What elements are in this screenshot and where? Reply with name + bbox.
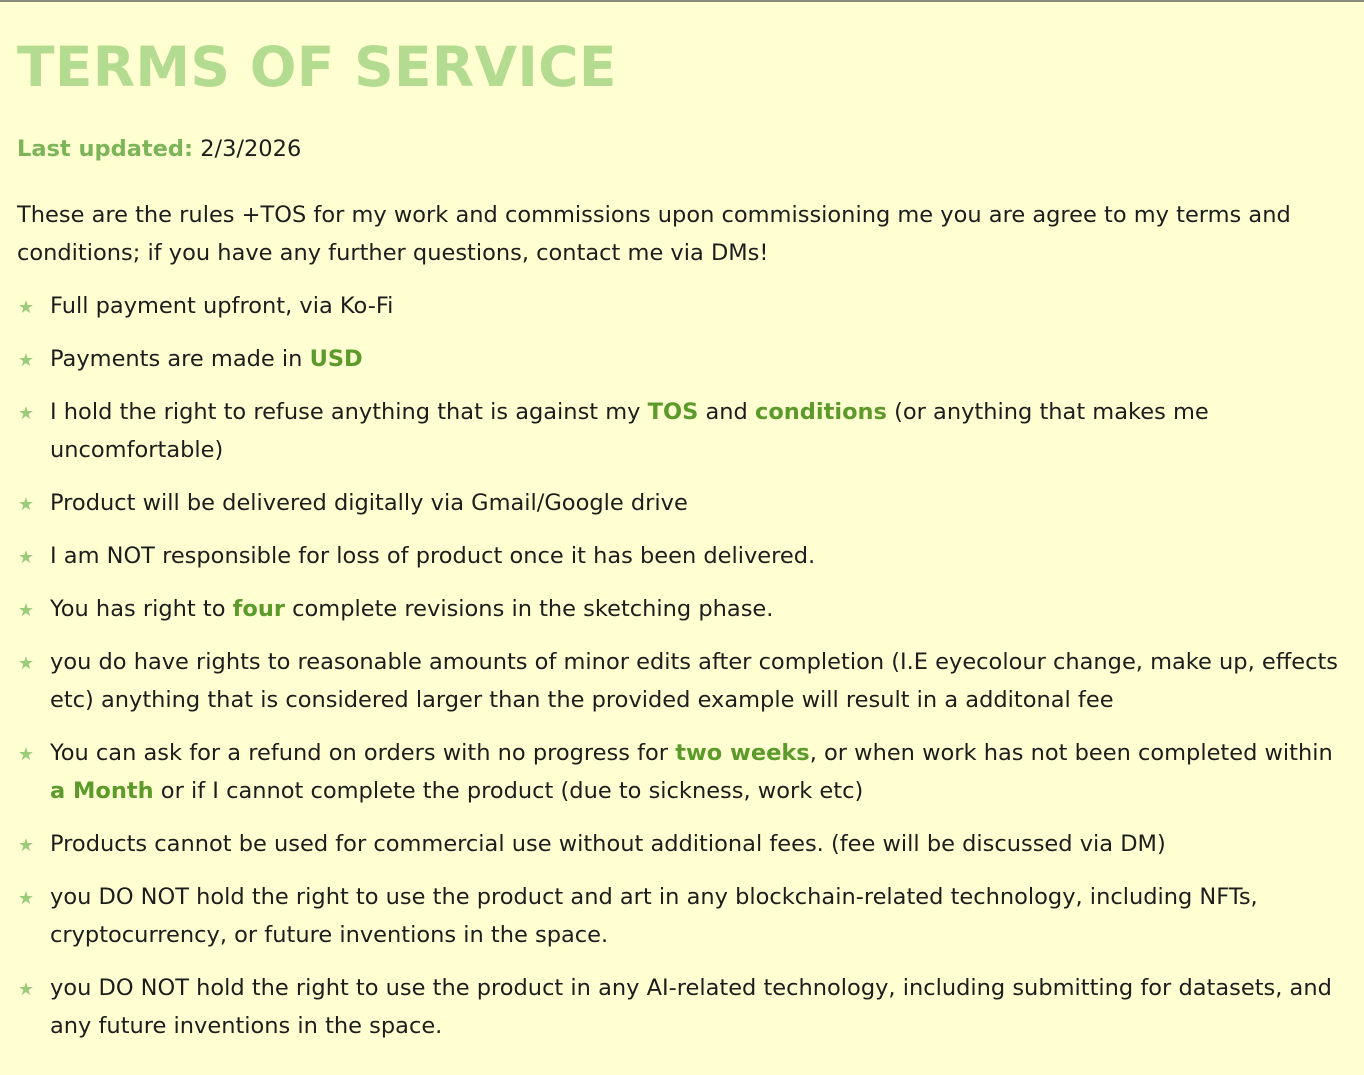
- rule-highlight: conditions: [754, 399, 887, 425]
- rule-text: You has right to: [50, 596, 233, 622]
- rule-item: [17, 287, 1347, 325]
- star-icon: ★: [17, 494, 35, 515]
- rule-item: [17, 484, 1347, 522]
- star-icon: ★: [17, 297, 35, 318]
- rule-highlight: two weeks: [675, 740, 810, 766]
- rule-text: and: [698, 399, 755, 425]
- rule-text: You can ask for a refund on orders with no progress for: [50, 740, 676, 766]
- rule-text: complete revisions in the sketching phase.: [285, 596, 774, 622]
- rule-item: [17, 340, 1347, 378]
- rule-text: you DO NOT hold the right to use the product and art in any blockchain-related technology, including NFTs, cryptocurrency, or future inventions in the space.: [50, 884, 1258, 948]
- rule-item: [17, 825, 1347, 863]
- rule-text: I am NOT responsible for loss of product once it has been delivered.: [50, 543, 816, 569]
- rule-item: [17, 878, 1347, 954]
- rule-text: or if I cannot complete the product (due to sickness, work etc): [153, 778, 864, 804]
- last-updated-label: Last updated:: [17, 136, 194, 162]
- rule-text: Payments are made in: [50, 346, 310, 372]
- star-icon: ★: [17, 888, 35, 909]
- rule-item: [17, 969, 1347, 1045]
- rule-text: (or anything that makes me uncomfortable): [50, 399, 1209, 463]
- star-icon: ★: [17, 653, 35, 674]
- tos-page: [0, 32, 1364, 1045]
- rule-item: [17, 643, 1347, 719]
- rule-text: , or when work has not been completed within: [809, 740, 1333, 766]
- star-icon: ★: [17, 835, 35, 856]
- rule-text: I hold the right to refuse anything that is against my: [50, 399, 648, 425]
- rule-highlight: TOS: [647, 399, 699, 425]
- star-icon: ★: [17, 600, 35, 621]
- rule-text: Full payment upfront, via Ko-Fi: [50, 293, 394, 319]
- star-icon: ★: [17, 979, 35, 1000]
- star-icon: ★: [17, 350, 35, 371]
- rule-item: [17, 537, 1347, 575]
- rule-highlight: USD: [309, 346, 363, 372]
- page-title: TERMS OF SERVICE: [17, 35, 617, 99]
- last-updated: [17, 102, 1347, 166]
- intro-paragraph: These are the rules +TOS for my work and commissions upon commissioning me you are agree to my terms and conditions; if you have any further questions, contact me via DMs!: [17, 202, 1291, 266]
- star-icon: ★: [17, 547, 35, 568]
- rules-list: [17, 287, 1347, 1045]
- star-icon: ★: [17, 403, 35, 424]
- rule-item: [17, 590, 1347, 628]
- last-updated-date: 2/3/2026: [200, 136, 302, 162]
- star-icon: ★: [17, 744, 35, 765]
- rule-item: [17, 393, 1347, 469]
- rule-highlight: four: [232, 596, 285, 622]
- rule-text: you do have rights to reasonable amounts of minor edits after completion (I.E eyecolour change, make up, effects etc) anything that is considered larger than the provided example will result in a additonal fee: [50, 649, 1338, 713]
- rule-text: you DO NOT hold the right to use the product in any AI-related technology, including submitting for datasets, and any future inventions in the space.: [50, 975, 1332, 1039]
- rule-text: Product will be delivered digitally via Gmail/Google drive: [50, 490, 688, 516]
- rule-text: Products cannot be used for commercial use without additional fees. (fee will be discussed via DM): [50, 831, 1166, 857]
- rule-item: [17, 734, 1347, 810]
- rule-highlight: a Month: [50, 778, 154, 804]
